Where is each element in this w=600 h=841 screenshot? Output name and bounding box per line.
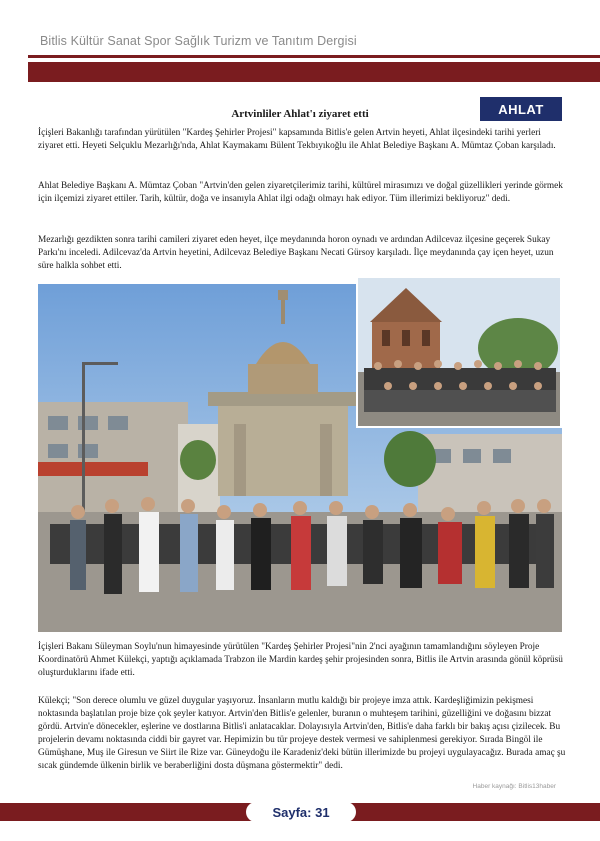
header-rule — [28, 55, 600, 58]
paragraph-5: Külekçi; "Son derece olumlu ve güzel duygular yaşıyoruz. İnsanların mutlu kaldığı bir projeye imza attık. Kardeşliğimizin pekişmesi noktasında başlatılan proje bize çok şeyler katıyor. Artvin'den Bitlis'e gelenler, buranın o muhteşem tarihini, güzelliğini ve doğasını bizzat gördü. Artvin'e dönecekler, eşlerine ve dostlarına Bitlis'i anlatacaklar. Dolayısıyla Artvin'den, Bitlis'e daha farklı bir bakış açısı çizilecek. Bu projelerin devamı noktasında ciddi bir gayret var. Hepimizin bu tür projeye destek vermesi ve sahiplenmesi gerekiyor. Sırada Bingöl ile Gümüşhane, Muş ile Giresun ve Siirt ile Rize var. Güneydoğu ile Karadeniz'deki bütün illerimizde bu projeyi uygulayacağız. Burada amaç şu sıcak gündemde ülkenin birlik ve beraberliğini dosta düşmana göstermektir" dedi. — [38, 696, 566, 771]
header-band — [28, 62, 600, 82]
paragraph-1: İçişleri Bakanlığı tarafından yürütülen "Kardeş Şehirler Projesi" kapsamında Bitlis'e gelen Artvin heyeti, Ahlat ilçesindeki tarihi yerleri ziyaret etti. Heyeti Selçuklu Mezarlığı'nda, Ahlat Kaymakamı Bülent Tekbıyıkoğlu ile Ahlat Belediye Başkanı A. Mümtaz Çoban karşıladı. — [38, 128, 556, 151]
region-tag: AHLAT — [480, 97, 562, 121]
news-source-credit: Haber kaynağı: Bitlis13haber — [472, 783, 556, 790]
paragraph-4: İçişleri Bakanı Süleyman Soylu'nun himayesinde yürütülen "Kardeş Şehirler Projesi"nin 2'nci ayağının tamamlandığını söyleyen Proje Koordinatörü Ahmet Külekçi, yaptığı açıklamada Trabzon ile Mardin kardeş şehir projesinden sonra, Bitlis ile Artvin arasında gönül köprüsü oluşturduklarını ifade etti. — [38, 642, 563, 678]
magazine-title: Bitlis Kültür Sanat Spor Sağlık Turizm ve Tanıtım Dergisi — [40, 34, 357, 48]
article-title: Artvinliler Ahlat'ı ziyaret etti — [231, 108, 369, 120]
paragraph-2: Ahlat Belediye Başkanı A. Mümtaz Çoban "Artvin'den gelen ziyaretçilerimiz tarihi, kültürel mirasımızı ve doğal güzellikleri yerinde görmek için ilçemizi ziyaret ettiler. Tarih, kültür, doğa ve insanıyla Ahlat ilgi odağı olmayı hak ediyor. Tüm illerimizi bekliyoruz" dedi. — [38, 181, 563, 204]
group-photo-kumbet — [356, 276, 562, 428]
page-number: Sayfa: 31 — [246, 802, 356, 822]
paragraph-3: Mezarlığı gezdikten sonra tarihi camileri ziyaret eden heyet, ilçe meydanında horon oynadı ve ardından Adilcevaz ilçesine geçerek Sukay Parkı'nı inceledi. Adilcevaz'da Artvin heyetini, Adilcevaz Belediye Başkanı Necati Gürsoy karşıladı. İlçe meydanında çay içen heyet, uzun süre halkla sohbet etti. — [38, 235, 554, 271]
